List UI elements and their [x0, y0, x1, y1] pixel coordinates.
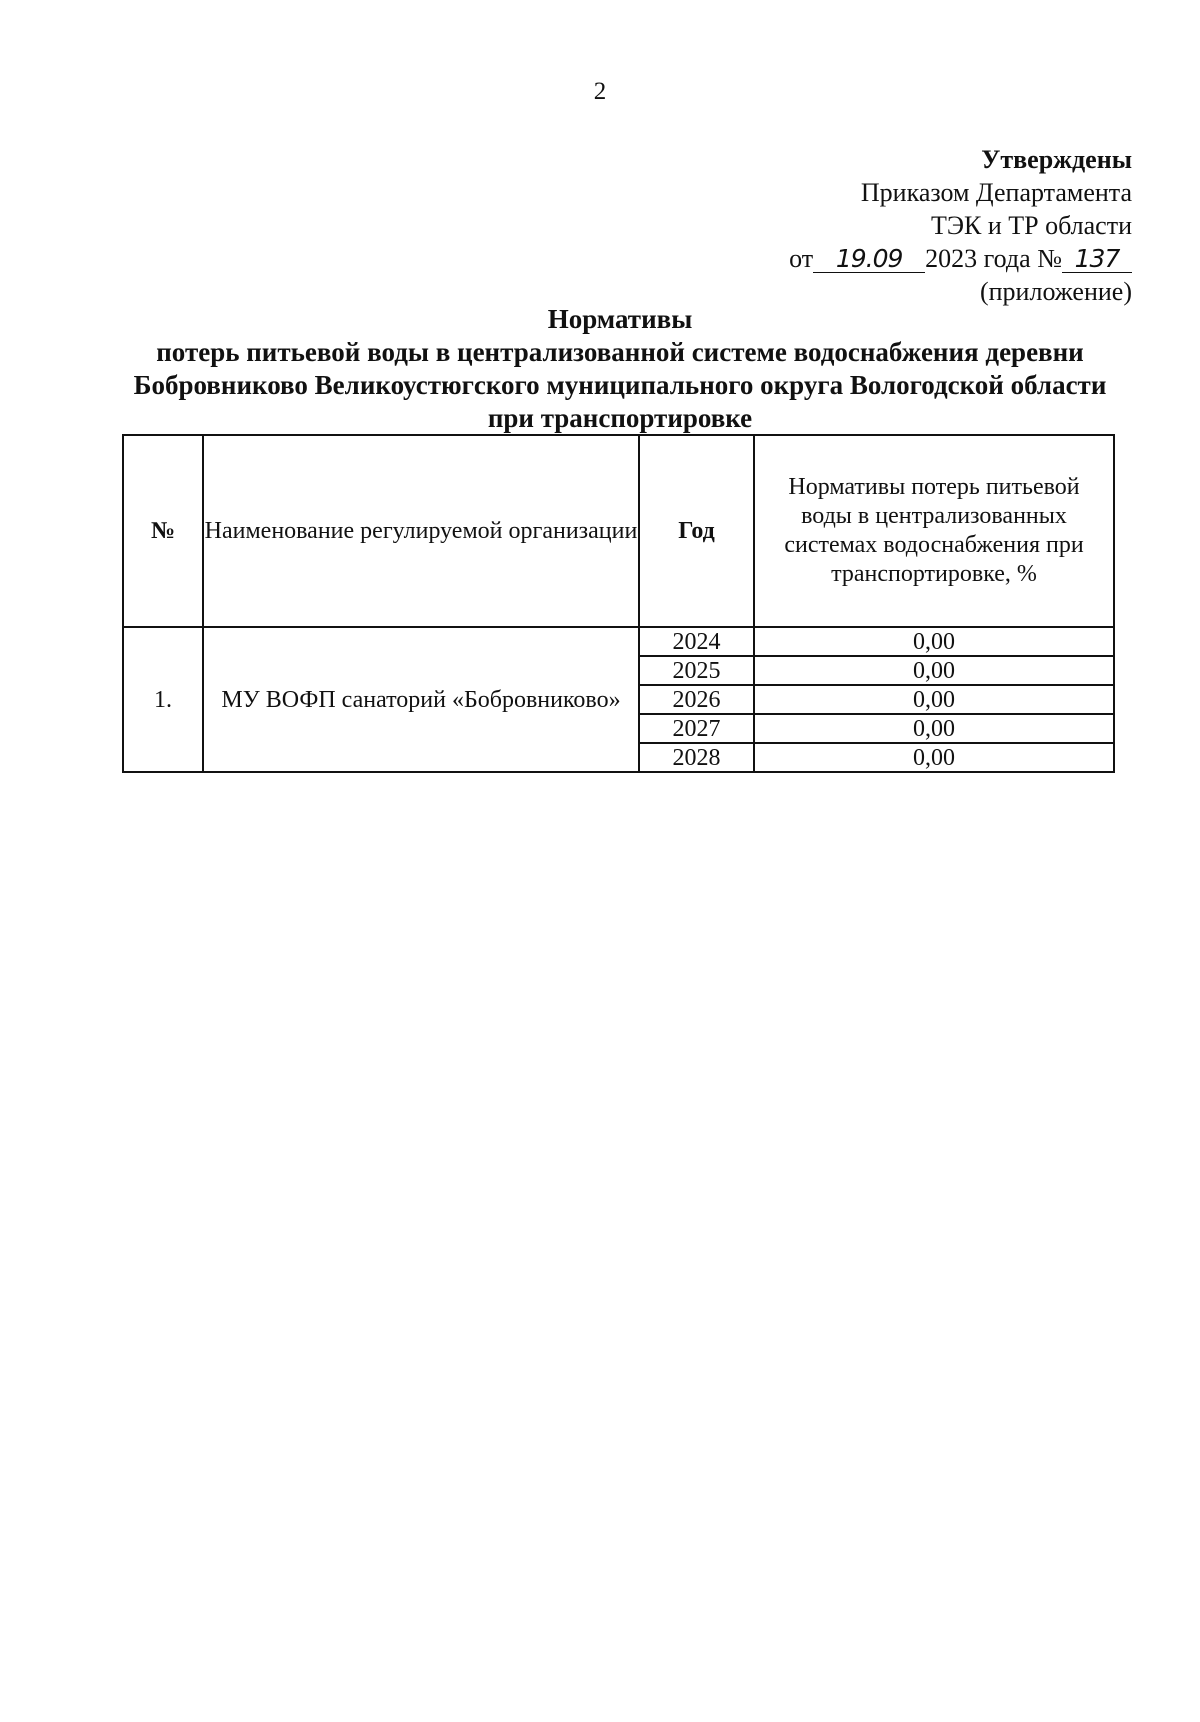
approval-department-line: ТЭК и ТР области [930, 211, 1132, 240]
value-cell: 0,00 [754, 627, 1114, 656]
table-row [123, 627, 1114, 656]
row-number: 1. [123, 627, 203, 772]
year-cell: 2025 [639, 656, 754, 685]
norms-table [122, 434, 1115, 773]
year-cell: 2026 [639, 685, 754, 714]
year-cell: 2024 [639, 627, 754, 656]
handwritten-date: 19.09 [813, 246, 925, 273]
header-organization: Наименование регулируемой организации [203, 435, 639, 627]
value-cell: 0,00 [754, 714, 1114, 743]
value-cell: 0,00 [754, 656, 1114, 685]
approval-appendix-line: (приложение) [979, 277, 1132, 306]
row-organization: МУ ВОФП санаторий «Бобровниково» [203, 627, 639, 772]
approval-heading: Утверждены [981, 145, 1132, 174]
date-suffix: 2023 года № [925, 244, 1062, 273]
handwritten-order-number: 137 [1062, 246, 1132, 273]
header-year: Год [639, 435, 754, 627]
approval-date-line [712, 242, 1132, 275]
value-cell: 0,00 [754, 743, 1114, 772]
year-cell: 2028 [639, 743, 754, 772]
date-prefix: от [789, 244, 814, 273]
header-number: № [123, 435, 203, 627]
year-cell: 2027 [639, 714, 754, 743]
page-number: 2 [593, 78, 607, 105]
document-title [120, 303, 1120, 435]
approval-block [712, 143, 1132, 308]
table-header-row [123, 435, 1114, 627]
approval-order-line: Приказом Департамента [860, 178, 1132, 207]
title-subheading: потерь питьевой воды в централизованной системе водоснабжения деревни Бобровниково Великоустюгского муниципального округа Вологодской области при транспортировке [133, 337, 1107, 433]
header-norm: Нормативы потерь питьевой воды в централизованных системах водоснабжения при транспортировке, % [754, 435, 1114, 627]
value-cell: 0,00 [754, 685, 1114, 714]
title-heading: Нормативы [547, 304, 693, 334]
